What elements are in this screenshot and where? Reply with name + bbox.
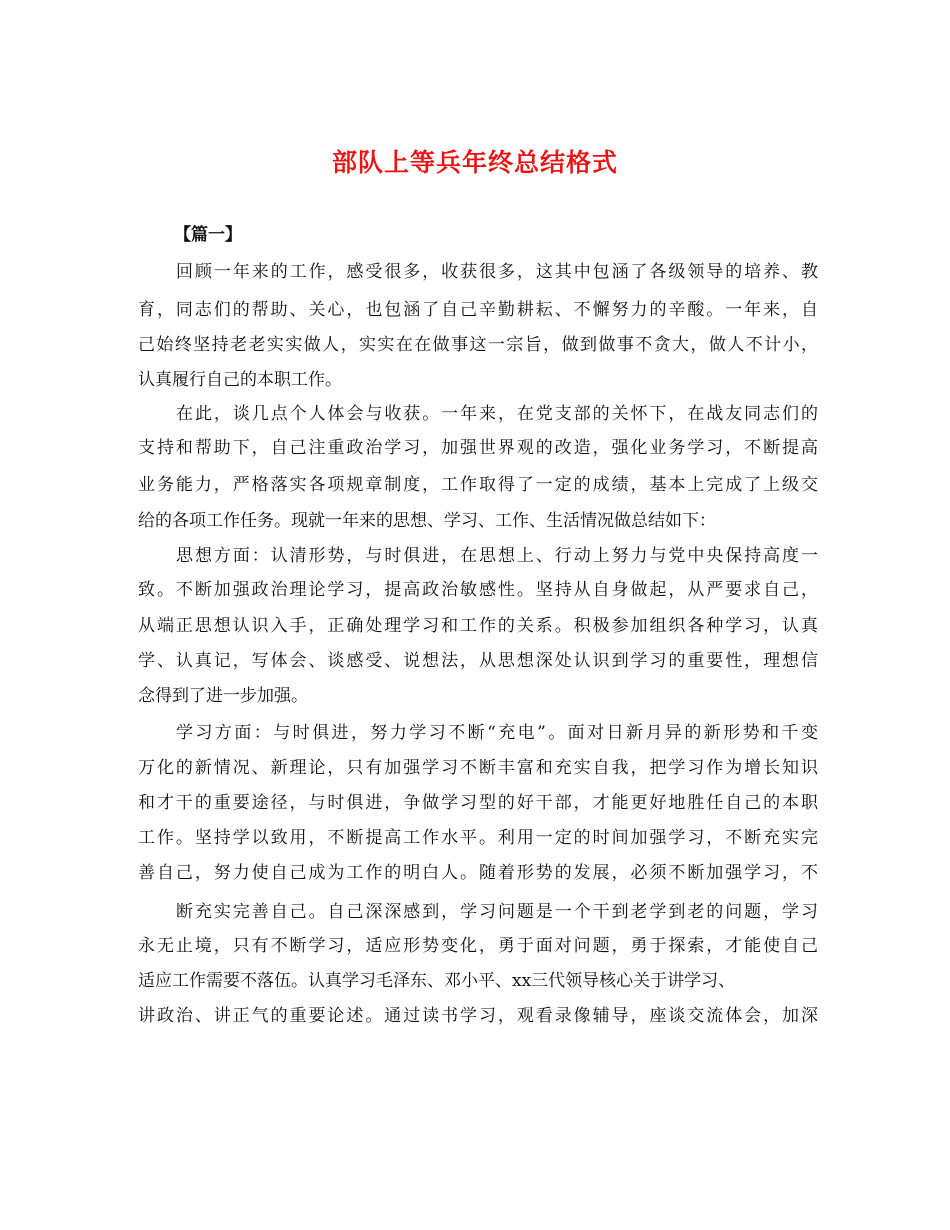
paragraph-line: 和才干的重要途径，与时俱进，争做学习型的好干部，才能更好地胜任自己的本职	[138, 793, 818, 813]
paragraph-line: 永无止境，只有不断学习，适应形势变化，勇于面对问题，勇于探索，才能使自己	[138, 936, 818, 956]
paragraph-line: 适应工作需要不落伍。认真学习毛泽东、邓小平、xx三代领导核心关于讲学习、	[138, 971, 736, 991]
paragraph-line: 念得到了进一步加强。	[138, 686, 308, 706]
paragraph-line: 思想方面：认清形势，与时俱进，在思想上、行动上努力与党中央保持高度一	[176, 546, 818, 566]
paragraph-line: 己始终坚持老老实实做人，实实在在做事这一宗旨，做到做事不贪大，做人不计小，	[138, 335, 818, 355]
paragraph-line: 学、认真记，写体会、谈感受、说想法，从思想深处认识到学习的重要性，理想信	[138, 651, 818, 671]
paragraph-line: 从端正思想认识入手，正确处理学习和工作的关系。积极参加组织各种学习，认真	[138, 616, 818, 636]
paragraph-line: 善自己，努力使自己成为工作的明白人。随着形势的发展，必须不断加强学习，不	[138, 863, 818, 883]
paragraph-line: 在此，谈几点个人体会与收获。一年来，在党支部的关怀下，在战友同志们的	[176, 404, 818, 424]
document-title: 部队上等兵年终总结格式	[331, 148, 618, 177]
paragraph-line: 育，同志们的帮助、关心，也包涵了自己辛勤耕耘、不懈努力的辛酸。一年来，自	[138, 300, 818, 320]
paragraph-line: 业务能力，严格落实各项规章制度，工作取得了一定的成绩，基本上完成了上级交	[138, 475, 818, 495]
paragraph-line: 万化的新情况、新理论，只有加强学习不断丰富和充实自我，把学习作为增长知识	[138, 758, 818, 778]
paragraph-line: 学习方面：与时俱进，努力学习不断“充电”。面对日新月异的新形势和千变	[176, 723, 818, 743]
paragraph-line: 工作。坚持学以致用，不断提高工作水平。利用一定的时间加强学习，不断充实完	[138, 828, 818, 848]
paragraph-line: 认真履行自己的本职工作。	[138, 370, 342, 390]
paragraph-line: 支持和帮助下，自己注重政治学习，加强世界观的改造，强化业务学习，不断提高	[138, 438, 818, 458]
section-label: 【篇一】	[174, 225, 242, 245]
paragraph-line: 给的各项工作任务。现就一年来的思想、学习、工作、生活情况做总结如下：	[138, 511, 716, 531]
paragraph-line: 致。不断加强政治理论学习，提高政治敏感性。坚持从自身做起，从严要求自己，	[138, 580, 818, 600]
paragraph-line: 断充实完善自己。自己深深感到，学习问题是一个干到老学到老的问题，学习	[176, 902, 818, 922]
paragraph-line: 讲政治、讲正气的重要论述。通过读书学习，观看录像辅导，座谈交流体会，加深	[138, 1006, 818, 1026]
paragraph-line: 回顾一年来的工作，感受很多，收获很多，这其中包涵了各级领导的培养、教	[176, 262, 818, 282]
